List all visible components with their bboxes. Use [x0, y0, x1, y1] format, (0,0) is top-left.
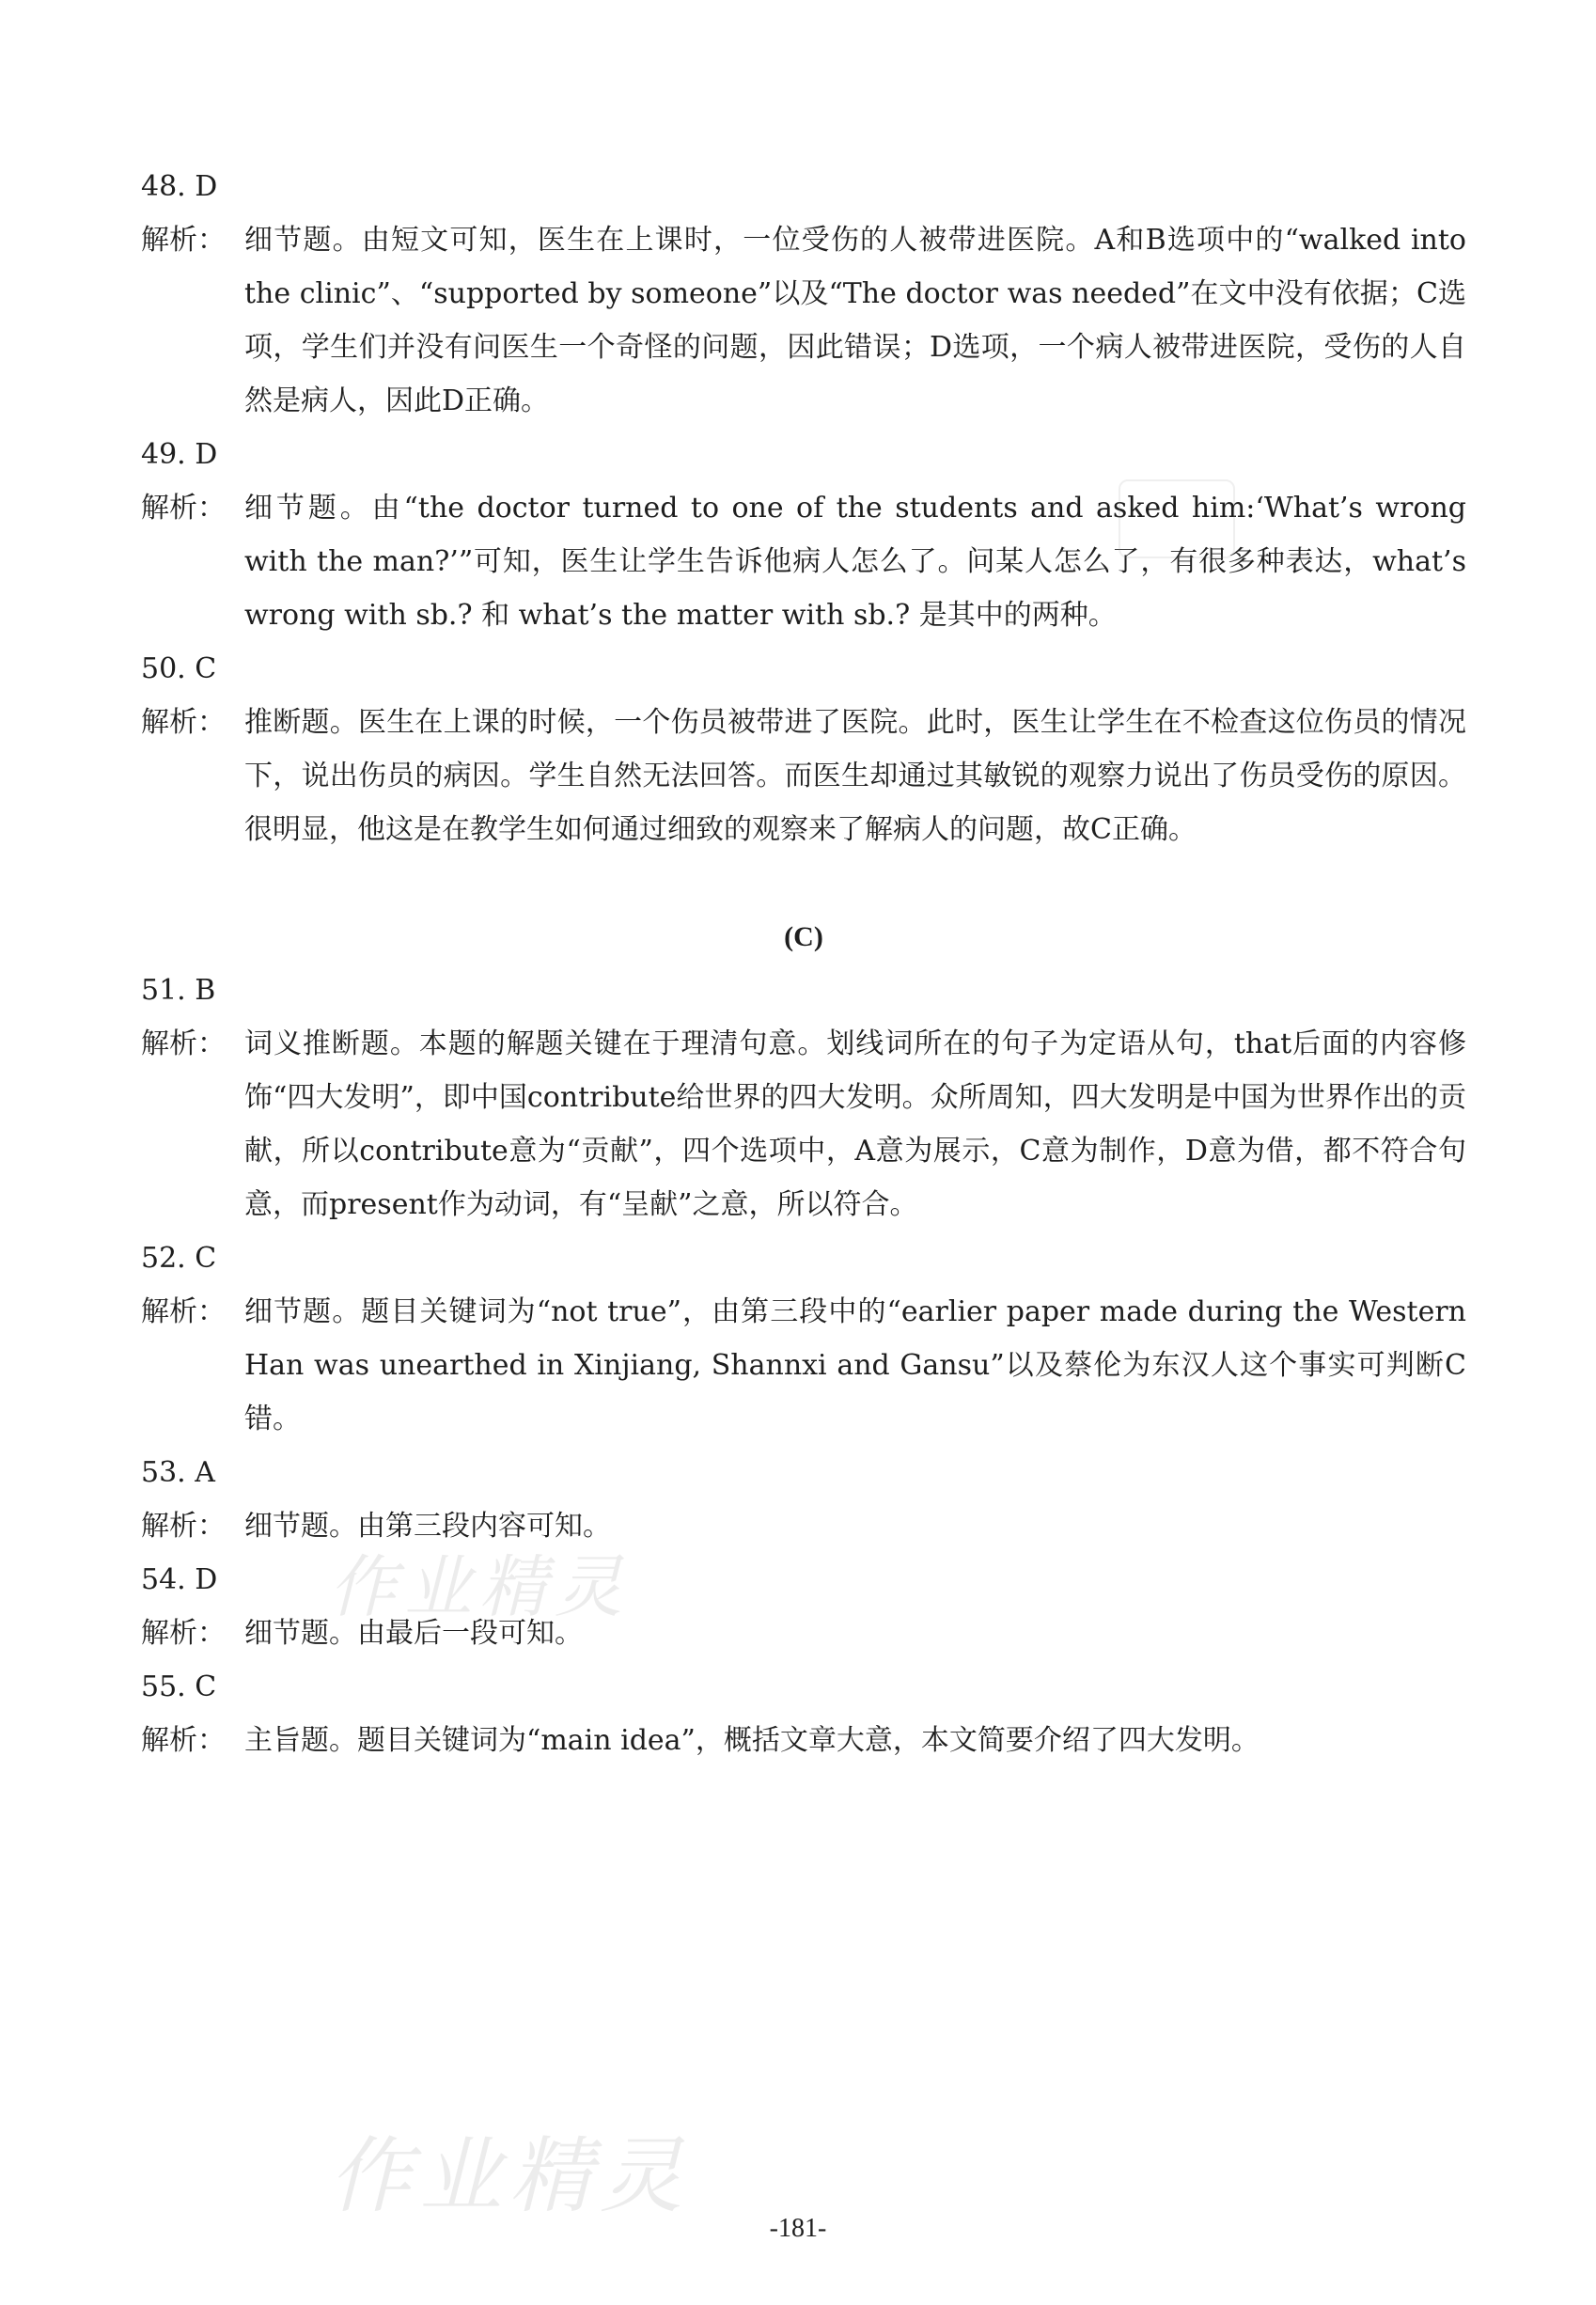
explanation-55 — [141, 1714, 1466, 1767]
page-number: -181- — [769, 2214, 827, 2243]
answer-number-55: 55. C — [141, 1670, 217, 1703]
explanation-label: 解析： — [141, 706, 226, 739]
explanation-label: 解析： — [141, 1027, 226, 1060]
explanation-54 — [141, 1607, 1466, 1660]
answer-number-48: 48. D — [141, 170, 218, 203]
explanation-text: 细节题。由第三段内容可知。 — [244, 1510, 611, 1543]
explanation-text: 细节题。由“the doctor turned to one of the students and asked him:‘What’s wrong with the man?’”可知，医生让学生告诉他病人怎么了。问某人怎么了，有很多种表达，what’s wrong with sb.? 和 what’s the matter with sb.? 是其中的两种。 — [244, 492, 1466, 632]
answer-number-52: 52. C — [141, 1242, 217, 1275]
explanation-text: 细节题。由最后一段可知。 — [244, 1617, 583, 1650]
explanation-48 — [141, 213, 1466, 428]
answer-number-51: 51. B — [141, 974, 216, 1007]
explanation-53 — [141, 1499, 1466, 1553]
explanation-label: 解析： — [141, 492, 226, 525]
answer-number-54: 54. D — [141, 1563, 218, 1596]
explanation-52 — [141, 1285, 1466, 1446]
answer-number-53: 53. A — [141, 1456, 215, 1489]
explanation-49 — [141, 481, 1466, 642]
watermark-text: 作业精灵 — [329, 2127, 691, 2224]
explanation-label: 解析： — [141, 1510, 226, 1543]
explanation-label: 解析： — [141, 1724, 226, 1757]
explanation-text: 词义推断题。本题的解题关键在于理清句意。划线词所在的句子为定语从句，that后面的内容修饰“四大发明”，即中国contribute给世界的四大发明。众所周知，四大发明是中国为世界作出的贡献，所以contribute意为“贡献”，四个选项中，A意为展示，C意为制作，D意为借，都不符合句意，而present作为动词，有“呈献”之意，所以符合。 — [244, 1027, 1466, 1221]
explanation-text: 细节题。由短文可知，医生在上课时，一位受伤的人被带进医院。A和B选项中的“walked into the clinic”、“supported by someone”以及“The doctor was needed”在文中没有依据；C选项，学生们并没有问医生一个奇怪的问题，因此错误；D选项，一个病人被带进医院，受伤的人自然是病人，因此D正确。 — [244, 224, 1466, 417]
answer-number-50: 50. C — [141, 652, 217, 685]
answer-number-49: 49. D — [141, 438, 218, 471]
answer-content — [141, 160, 1466, 1767]
explanation-51 — [141, 1017, 1466, 1231]
explanation-50 — [141, 696, 1466, 856]
explanation-text: 细节题。题目关键词为“not true”，由第三段中的“earlier paper made during the Western Han was unearthed in Xinjiang, Shannxi and Gansu”以及蔡伦为东汉人这个事实可判断C错。 — [244, 1295, 1466, 1435]
explanation-label: 解析： — [141, 1617, 226, 1650]
explanation-label: 解析： — [141, 224, 226, 257]
explanation-label: 解析： — [141, 1295, 226, 1328]
section-title-c: (C) — [784, 921, 823, 952]
watermark-text: 作业精灵 — [329, 1547, 631, 1626]
explanation-text: 主旨题。题目关键词为“main idea”，概括文章大意，本文简要介绍了四大发明。 — [244, 1724, 1260, 1757]
explanation-text: 推断题。医生在上课的时候，一个伤员被带进了医院。此时，医生让学生在不检查这位伤员的情况下，说出伤员的病因。学生自然无法回答。而医生却通过其敏锐的观察力说出了伤员受伤的原因。很明显，他这是在教学生如何通过细致的观察来了解病人的问题，故C正确。 — [244, 706, 1466, 846]
